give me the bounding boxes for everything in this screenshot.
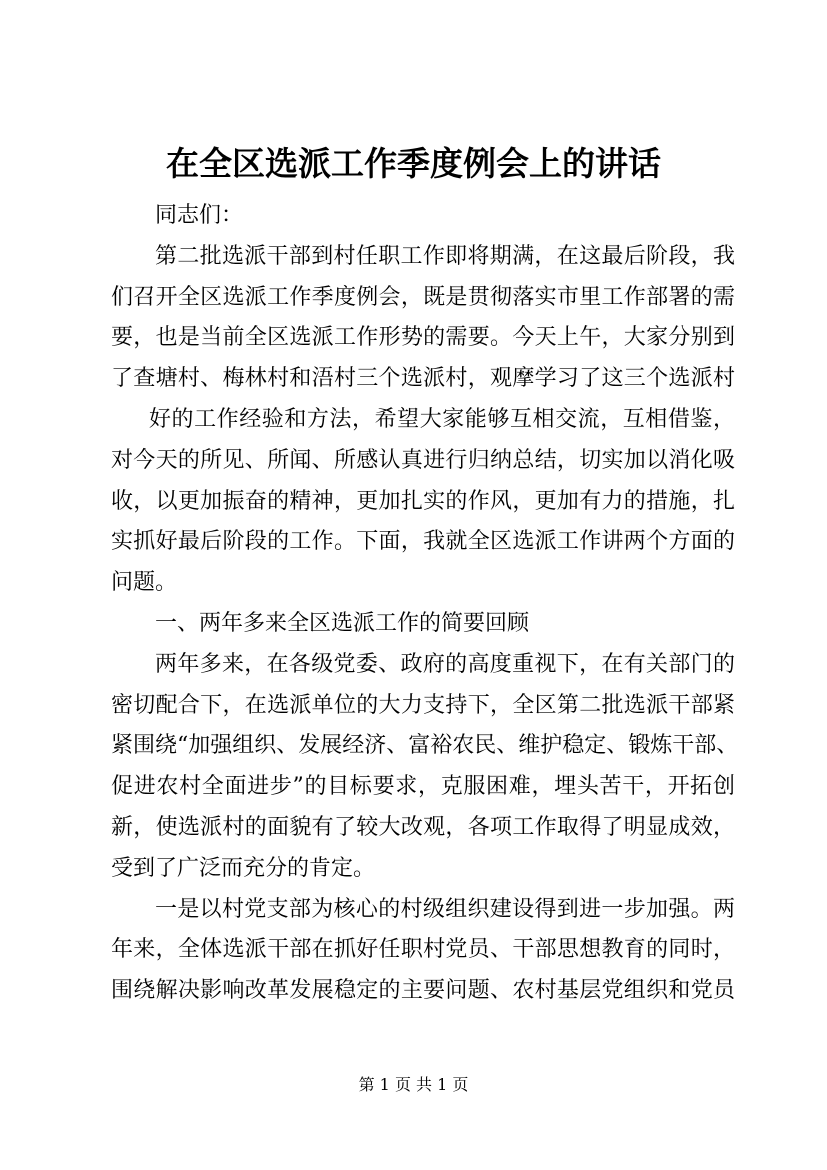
document-body bbox=[111, 196, 739, 1012]
paragraph-line: 密切配合下，在选派单位的大力支持下，全区第二批选派干部紧 bbox=[111, 692, 735, 718]
paragraph-line: 围绕解决影响改革发展稳定的主要问题、农村基层党组织和党员 bbox=[111, 978, 735, 1004]
document-title: 在全区选派工作季度例会上的讲话 bbox=[166, 144, 661, 183]
paragraph-line: 年来，全体选派干部在抓好任职村党员、干部思想教育的同时， bbox=[111, 937, 735, 963]
paragraph-line: 两年多来，在各级党委、政府的高度重视下，在有关部门的 bbox=[155, 651, 735, 677]
paragraph-line: 紧围绕“加强组织、发展经济、富裕农民、维护稳定、锻炼干部、 bbox=[111, 733, 739, 759]
paragraph-line: 对今天的所见、所闻、所感认真进行归纳总结，切实加以消化吸 bbox=[111, 447, 735, 473]
paragraph-line: 一是以村党支部为核心的村级组织建设得到进一步加强。两 bbox=[155, 896, 735, 922]
paragraph-line: 问题。 bbox=[111, 570, 178, 596]
page-footer: 第 1 页 共 1 页 bbox=[358, 1075, 469, 1094]
paragraph-line: 要，也是当前全区选派工作形势的需要。今天上午，大家分别到 bbox=[111, 325, 735, 351]
section-heading: 一、两年多来全区选派工作的简要回顾 bbox=[155, 610, 530, 636]
paragraph-line: 实抓好最后阶段的工作。下面，我就全区选派工作讲两个方面的 bbox=[111, 529, 735, 555]
salutation-line: 同志们： bbox=[155, 203, 244, 228]
paragraph-line: 了查塘村、梅林村和浯村三个选派村，观摩学习了这三个选派村 bbox=[111, 366, 735, 392]
paragraph-line: 好的工作经验和方法，希望大家能够互相交流，互相借鉴， bbox=[149, 406, 735, 432]
paragraph-line: 新，使选派村的面貌有了较大改观，各项工作取得了明显成效， bbox=[111, 814, 735, 840]
paragraph-line: 收，以更加振奋的精神，更加扎实的作风，更加有力的措施，扎 bbox=[111, 488, 735, 514]
paragraph-line: 受到了广泛而充分的肯定。 bbox=[111, 855, 376, 881]
paragraph-line: 第二批选派干部到村任职工作即将期满，在这最后阶段，我 bbox=[155, 243, 735, 269]
paragraph-line: 促进农村全面进步”的目标要求，克服困难，埋头苦干，开拓创 bbox=[111, 774, 735, 800]
paragraph-line: 们召开全区选派工作季度例会，既是贯彻落实市里工作部署的需 bbox=[111, 284, 735, 310]
